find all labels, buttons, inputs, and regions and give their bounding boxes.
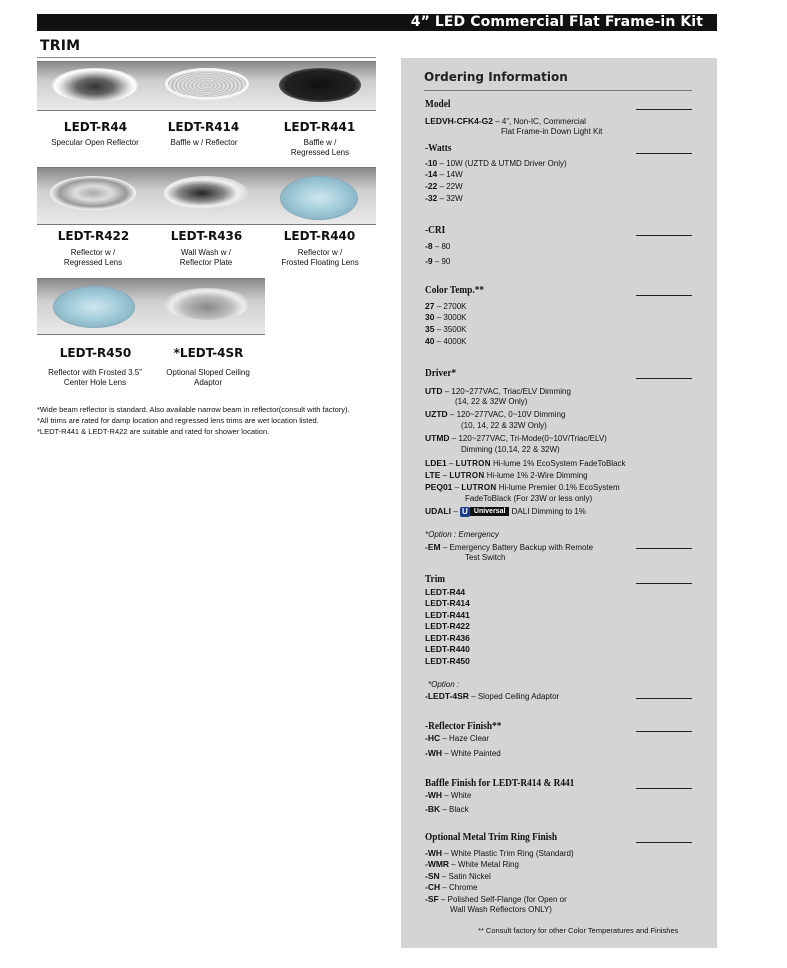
finish-text: White Painted <box>450 749 501 758</box>
frosted-floating-lens-photo <box>280 176 358 220</box>
reflector-regressed-lens-photo <box>50 176 136 210</box>
trim-list-code: LEDT-R441 <box>425 610 470 620</box>
finish-text: Haze Clear <box>449 734 490 743</box>
trim-desc-r436-line1: Wall Wash w / <box>180 248 232 257</box>
driver-text: DALI Dimming to 1% <box>511 507 586 516</box>
watts-row: -32 – 32W <box>425 193 463 203</box>
trim-list-item <box>425 598 470 609</box>
trim-desc-r441-line2: Regressed Lens <box>290 148 350 157</box>
ring-finish-row: -SN – Satin Nickel <box>425 871 491 881</box>
lutron-logo: LUTRON <box>461 483 497 492</box>
color-temp-text: 3500K <box>443 325 467 334</box>
trim-code-r440: LEDT-R440 <box>283 229 356 243</box>
universal-logo-icon: U <box>460 507 470 517</box>
trim-option-blank <box>636 698 692 699</box>
trim-list-blank <box>636 583 692 584</box>
finish-code: -HC <box>425 733 441 743</box>
trim-code-r441: LEDT-R441 <box>283 120 356 134</box>
driver-code: UZTD <box>425 409 448 419</box>
color-temp-code: 40 <box>425 336 435 346</box>
reflector-photo <box>52 68 138 102</box>
baffle-regressed-lens-photo <box>279 68 361 102</box>
trim-notes <box>37 404 387 437</box>
trim-code-r436: LEDT-R436 <box>170 229 243 243</box>
finish-code: -CH <box>425 882 441 892</box>
watts-code: -22 <box>425 181 438 191</box>
finish-text: White Metal Ring <box>457 860 519 869</box>
finish-code: -BK <box>425 804 441 814</box>
note-line: *All trims are rated for damp location and regressed lens trims are wet location listed. <box>37 416 319 425</box>
driver-code: LDE1 <box>425 458 447 468</box>
model-row: LEDVH-CFK4-G2 – 4”, Non-IC, Commercial <box>425 116 586 126</box>
emergency-row: -EM – Emergency Battery Backup with Remote <box>425 542 594 552</box>
trim-list-item <box>425 610 470 621</box>
watts-code: -14 <box>425 169 438 179</box>
model-blank <box>636 109 692 110</box>
driver-text: Hi-lume 1% 2-Wire Dimming <box>486 471 588 480</box>
emergency-code: -EM <box>425 542 441 552</box>
ring-finish-row: -CH – Chrome <box>425 882 478 892</box>
trim-list-code: LEDT-R440 <box>425 644 470 654</box>
driver-text: 120~277VAC, 0~10V Dimming <box>456 410 566 419</box>
trim-desc-r450-line2: Center Hole Lens <box>63 378 127 387</box>
trim-list-code: LEDT-R436 <box>425 633 470 643</box>
driver-text: 120~277VAC, Tri-Mode(0~10V/Triac/ELV) <box>458 434 607 443</box>
watts-text: 22W <box>446 182 463 191</box>
watts-blank <box>636 153 692 154</box>
emergency-line2: Test Switch <box>465 553 506 562</box>
cri-heading: -CRI <box>425 224 446 236</box>
ring-finish-row: -SF – Polished Self-Flange (for Open or <box>425 894 567 904</box>
color-temp-text: 4000K <box>443 337 467 346</box>
driver-code: UTD <box>425 386 443 396</box>
watts-row: -10 – 10W (UZTD & UTMD Driver Only) <box>425 158 567 168</box>
trim-heading: TRIM <box>40 38 81 54</box>
driver-text: Hi-lume Premier 0.1% EcoSystem <box>498 483 620 492</box>
wall-wash-photo <box>164 176 248 210</box>
trim-code-r414: LEDT-R414 <box>167 120 240 134</box>
driver-heading: Driver* <box>425 367 457 379</box>
note-line: *Wide beam reflector is standard. Also available narrow beam in reflector(consult with factory). <box>37 405 350 414</box>
cri-code: -9 <box>425 256 433 266</box>
trim-list-item <box>425 621 470 632</box>
emergency-text: Emergency Battery Backup with Remote <box>449 543 594 552</box>
ring-finish-row: -WH – White Plastic Trim Ring (Standard) <box>425 848 574 858</box>
trim-photo-strip-3 <box>37 278 265 335</box>
trim-desc-r450-line1: Reflector with Frosted 3.5” <box>48 368 142 377</box>
finish-code: -WH <box>425 748 442 758</box>
color-temp-text: 2700K <box>443 302 467 311</box>
trim-list-code: LEDT-R414 <box>425 598 470 608</box>
cri-row: -9 – 90 <box>425 256 451 266</box>
driver-lde1-row: LDE1 – LUTRON Hi-lume 1% EcoSystem FadeToBlack <box>425 458 626 468</box>
driver-uztd-line2: (10, 14, 22 & 32W Only) <box>461 421 547 430</box>
baffle-finish-heading: Baffle Finish for LEDT-R414 & R441 <box>425 777 575 789</box>
trim-list-item <box>425 633 470 644</box>
trim-desc-r44: Specular Open Reflector <box>51 138 139 147</box>
driver-uztd-row: UZTD – 120~277VAC, 0~10V Dimming <box>425 409 566 419</box>
watts-row: -22 – 22W <box>425 181 463 191</box>
cri-code: -8 <box>425 241 433 251</box>
lutron-logo: LUTRON <box>455 459 491 468</box>
driver-code: LTE <box>425 470 441 480</box>
trim-option-code: -LEDT-4SR <box>425 691 469 701</box>
trim-list-heading: Trim <box>425 573 446 585</box>
color-temp-row: 27 – 2700K <box>425 301 467 311</box>
trim-list-item <box>425 587 465 598</box>
driver-lte-row: LTE – LUTRON Hi-lume 1% 2-Wire Dimming <box>425 470 588 480</box>
finish-code: -WMR <box>425 859 450 869</box>
trim-desc-r436-line2: Reflector Plate <box>179 258 233 267</box>
color-temp-blank <box>636 295 692 296</box>
color-temp-text: 3000K <box>443 313 467 322</box>
color-temp-row: 35 – 3500K <box>425 324 467 334</box>
trim-option-text: Sloped Ceiling Adaptor <box>477 692 560 701</box>
lutron-logo: LUTRON <box>449 471 485 480</box>
trim-option-row: -LEDT-4SR – Sloped Ceiling Adaptor <box>425 691 560 701</box>
page-title: 4” LED Commercial Flat Frame-in Kit <box>410 14 703 30</box>
finish-code: -SF <box>425 894 439 904</box>
finish-code: -WH <box>425 790 442 800</box>
reflector-finish-row: -WH – White Painted <box>425 748 501 758</box>
finish-text: Chrome <box>449 883 478 892</box>
trim-option-label: *Option : <box>428 680 460 689</box>
trim-code-4sr: *LEDT-4SR <box>173 346 244 360</box>
reflector-finish-blank <box>636 731 692 732</box>
trim-desc-r441-line1: Baffle w / <box>303 138 337 147</box>
trim-desc-r440-line2: Frosted Floating Lens <box>281 258 359 267</box>
reflector-finish-heading: -Reflector Finish** <box>425 720 502 732</box>
trim-code-r44: LEDT-R44 <box>63 120 128 134</box>
trim-list-item <box>425 644 470 655</box>
trim-desc-r422-line1: Reflector w / <box>70 248 116 257</box>
trim-desc-4sr-line1: Optional Sloped Ceiling <box>166 368 250 377</box>
trim-desc-4sr-line2: Adaptor <box>193 378 223 387</box>
finish-text: Polished Self-Flange (for Open or <box>447 895 567 904</box>
emergency-blank <box>636 548 692 549</box>
note-line: *LEDT-R441 & LEDT-R422 are suitable and rated for shower location. <box>37 427 270 436</box>
model-heading: Model <box>425 98 451 110</box>
watts-text: 10W (UZTD & UTMD Driver Only) <box>446 159 567 168</box>
trim-list-item <box>425 656 470 667</box>
trim-desc-r422-line2: Regressed Lens <box>63 258 123 267</box>
trim-photo-strip-2 <box>37 167 376 225</box>
footnote: ** Consult factory for other Color Temperatures and Finishes <box>478 926 679 935</box>
trim-list-code: LEDT-R450 <box>425 656 470 666</box>
driver-text: Hi-lume 1% EcoSystem FadeToBlack <box>493 459 626 468</box>
ordering-title-divider <box>424 90 692 91</box>
driver-peq01-line2: FadeToBlack (For 23W or less only) <box>465 494 593 503</box>
cri-text: 80 <box>441 242 451 251</box>
watts-code: -32 <box>425 193 438 203</box>
emergency-option-label: *Option : Emergency <box>425 530 499 539</box>
driver-udali-row: UDALI – U Universal DALI Dimming to 1% <box>425 506 586 516</box>
ordering-title: Ordering Information <box>424 70 568 84</box>
driver-utd-line2: (14, 22 & 32W Only) <box>455 397 528 406</box>
finish-text: White <box>450 791 472 800</box>
trim-code-r422: LEDT-R422 <box>57 229 130 243</box>
watts-code: -10 <box>425 158 438 168</box>
trim-desc-r440-line1: Reflector w / <box>297 248 343 257</box>
color-temp-row: 30 – 3000K <box>425 312 467 322</box>
finish-text: Satin Nickel <box>448 872 491 881</box>
cri-text: 90 <box>441 257 451 266</box>
trim-list-code: LEDT-R44 <box>425 587 466 597</box>
finish-text: Black <box>449 805 469 814</box>
color-temp-code: 27 <box>425 301 435 311</box>
baffle-finish-row: -BK – Black <box>425 804 469 814</box>
trim-photo-strip-1 <box>37 61 376 111</box>
reflector-finish-row: -HC – Haze Clear <box>425 733 490 743</box>
driver-utd-row: UTD – 120~277VAC, Triac/ELV Dimming <box>425 386 571 396</box>
ring-finish-row: -WMR – White Metal Ring <box>425 859 519 869</box>
model-code: LEDVH-CFK4-G2 <box>425 116 494 126</box>
driver-utmd-row: UTMD – 120~277VAC, Tri-Mode(0~10V/Triac/ELV) <box>425 433 607 443</box>
driver-peq01-row: PEQ01 – LUTRON Hi-lume Premier 0.1% EcoSystem <box>425 482 620 492</box>
model-desc2: Flat Frame-in Down Light Kit <box>501 127 603 136</box>
driver-utmd-line2: Dimming (10,14, 22 & 32W) <box>461 445 560 454</box>
color-temp-row: 40 – 4000K <box>425 336 467 346</box>
watts-heading: -Watts <box>425 142 452 154</box>
driver-code: UDALI <box>425 506 451 516</box>
model-desc1: 4”, Non-IC, Commercial <box>501 117 586 126</box>
driver-blank <box>636 378 692 379</box>
color-temp-heading: Color Temp.** <box>425 284 485 296</box>
universal-logo: Universal <box>470 507 510 516</box>
baffle-finish-blank <box>636 788 692 789</box>
ring-finish-sf-line2: Wall Wash Reflectors ONLY) <box>450 905 552 914</box>
color-temp-code: 30 <box>425 312 435 322</box>
trim-list-code: LEDT-R422 <box>425 621 470 631</box>
cri-blank <box>636 235 692 236</box>
finish-code: -WH <box>425 848 442 858</box>
ring-finish-heading: Optional Metal Trim Ring Finish <box>425 831 558 843</box>
frosted-center-hole-lens-photo <box>53 286 135 328</box>
finish-text: White Plastic Trim Ring (Standard) <box>450 849 574 858</box>
watts-text: 32W <box>446 194 463 203</box>
watts-text: 14W <box>446 170 463 179</box>
watts-row: -14 – 14W <box>425 169 463 179</box>
header-bar <box>37 14 717 31</box>
trim-divider <box>37 57 376 58</box>
baffle-finish-row: -WH – White <box>425 790 472 800</box>
trim-code-r450: LEDT-R450 <box>59 346 132 360</box>
driver-code: PEQ01 <box>425 482 453 492</box>
ring-finish-blank <box>636 842 692 843</box>
baffle-reflector-photo <box>165 68 249 100</box>
driver-code: UTMD <box>425 433 450 443</box>
driver-text: 120~277VAC, Triac/ELV Dimming <box>451 387 571 396</box>
trim-desc-r414: Baffle w / Reflector <box>170 138 238 147</box>
color-temp-code: 35 <box>425 324 435 334</box>
sloped-ceiling-adaptor-photo <box>164 288 250 320</box>
cri-row: -8 – 80 <box>425 241 451 251</box>
finish-code: -SN <box>425 871 440 881</box>
